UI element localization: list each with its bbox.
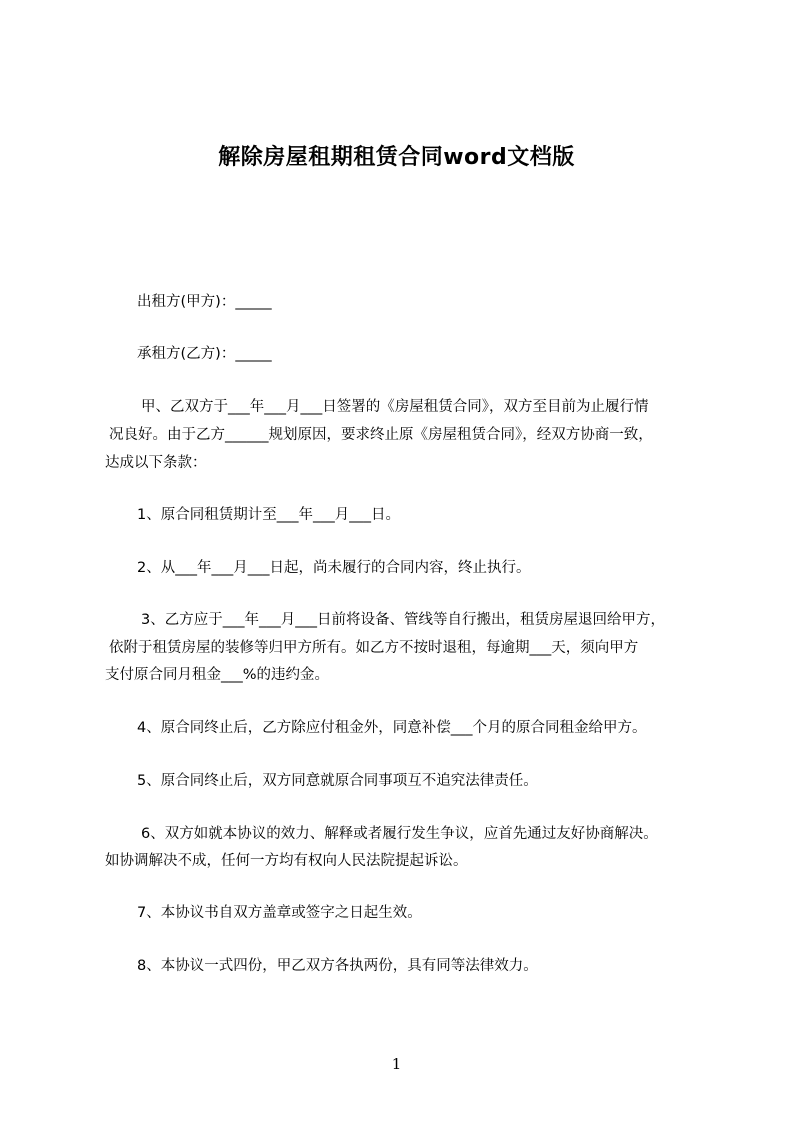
- clause-6-line-2: 如协调解决不成，任何一方均有权向人民法院提起诉讼。: [105, 853, 468, 869]
- intro-line-2: 况良好。由于乙方______规划原因，要求终止原《房屋租赁合同》，经双方协商一致，: [109, 427, 653, 443]
- clause-7: 7、本协议书自双方盖章或签字之日起生效。: [137, 905, 422, 921]
- clause-4: 4、原合同终止后，乙方除应付租金外，同意补偿___个月的原合同租金给甲方。: [137, 720, 647, 736]
- page-number: 1: [391, 1055, 402, 1073]
- intro-line-3: 达成以下条款：: [105, 455, 207, 471]
- clause-3-line-1: 3、乙方应于___年___月___日前将设备、管线等自行搬出，租赁房屋退回给甲方，: [141, 612, 665, 628]
- clause-3-line-2: 依附于租赁房屋的装修等归甲方所有。如乙方不按时退租，每逾期___天，须向甲方: [109, 640, 639, 656]
- clause-8: 8、本协议一式四份，甲乙双方各执两份，具有同等法律效力。: [137, 958, 538, 974]
- document-title: 解除房屋租期租赁合同word文档版: [218, 145, 575, 170]
- lessee-line: 承租方(乙方)：_____: [137, 346, 272, 362]
- lessor-line: 出租方(甲方)：_____: [137, 294, 272, 310]
- clause-1: 1、原合同租赁期计至___年___月___日。: [137, 507, 400, 523]
- clause-2: 2、从___年___月___日起，尚未履行的合同内容，终止执行。: [137, 560, 531, 576]
- clause-6-line-1: 6、双方如就本协议的效力、解释或者履行发生争议，应首先通过友好协商解决。: [141, 826, 658, 842]
- intro-line-1: 甲、乙双方于___年___月___日签署的《房屋租赁合同》，双方至目前为止履行情: [141, 399, 649, 415]
- clause-5: 5、原合同终止后，双方同意就原合同事项互不追究法律责任。: [137, 773, 538, 789]
- clause-3-line-3: 支付原合同月租金___%的违约金。: [105, 667, 330, 683]
